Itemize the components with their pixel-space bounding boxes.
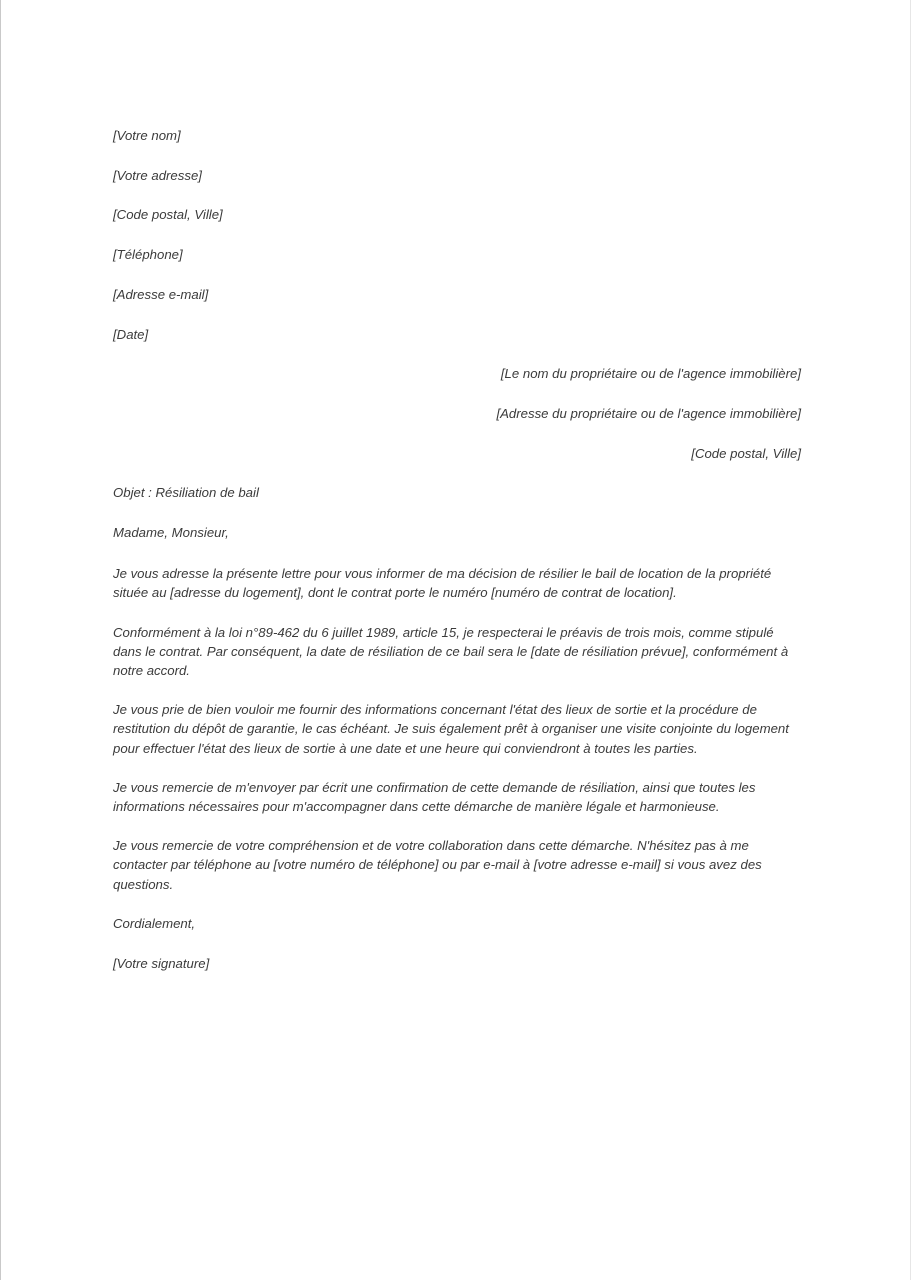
closing-salutation: Cordialement, — [113, 915, 196, 931]
subject-line: Objet : Résiliation de bail — [113, 485, 259, 501]
body-paragraph-2: Conformément à la loi n°89-462 du 6 juillet 1989, article 15, je respecterai le préavis de trois mois, comme stipulé dans le contrat. Par conséquent, la date de résiliation de ce bail sera le [date de résiliation prévue], conformément à notre accord. — [113, 624, 789, 679]
letter-body — [113, 126, 801, 973]
recipient-postal-city: [Code postal, Ville] — [691, 445, 801, 461]
salutation: Madame, Monsieur, — [113, 525, 229, 541]
recipient-street-address: [Adresse du propriétaire ou de l'agence immobilière] — [496, 405, 801, 421]
sender-address-block — [113, 126, 801, 344]
sender-email: [Adresse e-mail] — [113, 286, 209, 302]
body-paragraph-5: Je vous remercie de votre compréhension et de votre collaboration dans cette démarche. N'hésitez pas à me contacter par téléphone au [votre numéro de téléphone] ou par e-mail à [votre adresse e-mail] si vous avez des questions. — [113, 838, 762, 892]
recipient-name: [Le nom du propriétaire ou de l'agence immobilière] — [500, 366, 801, 382]
body-paragraph-1: Je vous adresse la présente lettre pour vous informer de ma décision de résilier le bail de location de la propriété située au [adresse du logement], dont le contrat porte le numéro [numéro de contrat de location]. — [113, 566, 772, 601]
sender-postal-city: [Code postal, Ville] — [113, 207, 223, 223]
sender-phone: [Téléphone] — [113, 247, 183, 263]
recipient-address-block — [113, 364, 801, 463]
signature-placeholder: [Votre signature] — [113, 955, 210, 971]
body-paragraph-3: Je vous prie de bien vouloir me fournir des informations concernant l'état des lieux de sortie et la procédure de restitution du dépôt de garantie, le cas échéant. Je suis également prêt à organiser une visite conjointe du logement pour effectuer l'état des lieux de sortie à une date et une heure qui conviendront à toutes les parties. — [113, 702, 789, 756]
sender-street-address: [Votre adresse] — [113, 167, 202, 183]
body-paragraph-4: Je vous remercie de m'envoyer par écrit une confirmation de cette demande de résiliation, ainsi que toutes les informations nécessaires pour m'accompagner dans cette démarche de manière légale et harmonieuse. — [113, 779, 756, 815]
letter-date: [Date] — [113, 326, 149, 342]
sender-name: [Votre nom] — [113, 128, 181, 143]
